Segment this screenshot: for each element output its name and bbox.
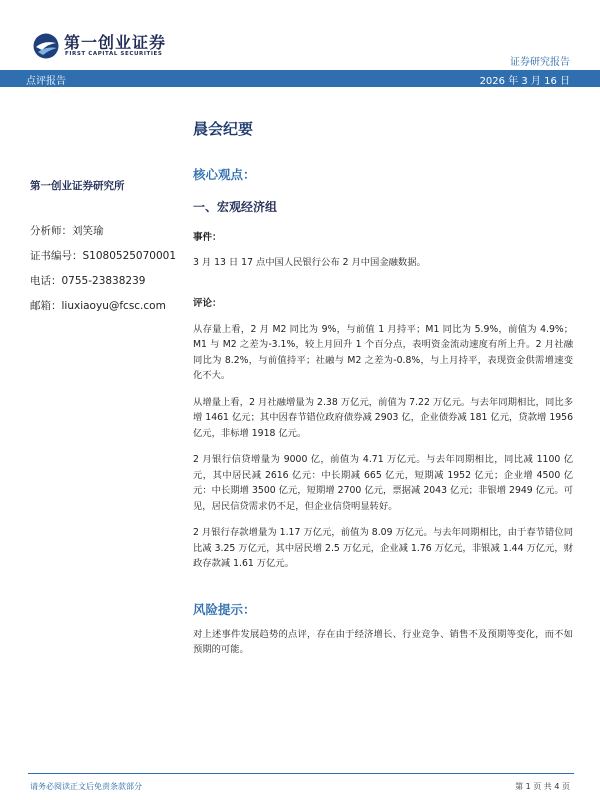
report-header xyxy=(0,0,600,92)
page-number: 第 1 页 共 4 页 xyxy=(515,782,570,791)
research-institute: 第一创业证券研究所 xyxy=(30,180,125,192)
event-label: 事件： xyxy=(193,232,222,243)
analyst-name: 分析师：刘笑瑜 xyxy=(30,225,104,237)
main-content xyxy=(193,165,573,658)
report-category: 点评报告 xyxy=(26,76,66,87)
comment-paragraph-4: 2 月银行存款增量为 1.17 万亿元，前值为 8.09 万亿元。与去年同期相比，由于春节错位同比减 3.25 万亿元，其中居民增 2.5 万亿元，企业减 1.76 万亿元，非银减 1.44 万亿元，财政存款减 1.61 万亿元。 xyxy=(193,527,573,569)
section-macro-heading: 一、宏观经济组 xyxy=(193,200,278,214)
report-type: 证券研究报告 xyxy=(510,57,570,68)
comment-label: 评论： xyxy=(193,297,222,309)
risk-heading: 风险提示： xyxy=(193,601,256,617)
company-logo-icon xyxy=(32,32,60,60)
company-logo xyxy=(32,30,192,66)
email-address: 邮箱：liuxiaoyu@fcsc.com xyxy=(30,300,166,312)
phone-number: 电话：0755-23838239 xyxy=(30,275,146,287)
comment-paragraph-1: 从存量上看，2 月 M2 同比为 9%，与前值 1 月持平；M1 同比为 5.9%，前值为 4.9%；M1 与 M2 之差为-3.1%，较上月回升 1 个百分点，表明资金流动速度有所上升。2 月社融同比为 8.2%，与前值持平；社融与 M2 之差为-0.8%，与上月持平，表现资金供需增速变化不大。 xyxy=(193,323,573,381)
footer-disclaimer: 请务必阅读正文后免责条款部分 xyxy=(30,782,142,791)
comment-paragraph-2: 从增量上看，2 月社融增量为 2.38 万亿元，前值为 7.22 万亿元。与去年同期相比，同比多增 1461 亿元；其中因春节错位政府债券减 2903 亿，企业债券减 181 亿元，贷款增 1956 亿元，非标增 1918 亿元。 xyxy=(193,396,573,439)
footer-divider xyxy=(28,773,574,774)
report-date: 2026 年 3 月 16 日 xyxy=(479,76,570,87)
company-name-cn: 第一创业证券 xyxy=(64,33,167,52)
comment-paragraph-3: 2 月银行信贷增量为 9000 亿，前值为 4.71 万亿元。与去年同期相比，同比减 1100 亿元，其中居民减 2616 亿元：中长期减 665 亿元，短期减 1952 亿元；企业增 4500 亿元：中长期增 3500 亿元，短期增 2700 亿元，票据减 2043 亿元；非银增 2949 亿元。可见，居民信贷需求仍不足，但企业信贷明显转好。 xyxy=(193,454,573,512)
event-text: 3 月 13 日 17 点中国人民银行公布 2 月中国金融数据。 xyxy=(193,257,426,268)
core-views-heading: 核心观点： xyxy=(193,167,256,182)
risk-text: 对上述事件发展趋势的点评，存在由于经济增长、行业竞争、销售不及预期等变化，而不如预期的可能。 xyxy=(193,628,573,655)
sidebar xyxy=(30,178,190,323)
header-banner xyxy=(0,70,600,87)
license-number: 证书编号：S1080525070001 xyxy=(30,250,177,262)
page-title: 晨会纪要 xyxy=(193,120,254,138)
company-name-en: FIRST CAPITAL SECURITIES xyxy=(65,51,163,57)
